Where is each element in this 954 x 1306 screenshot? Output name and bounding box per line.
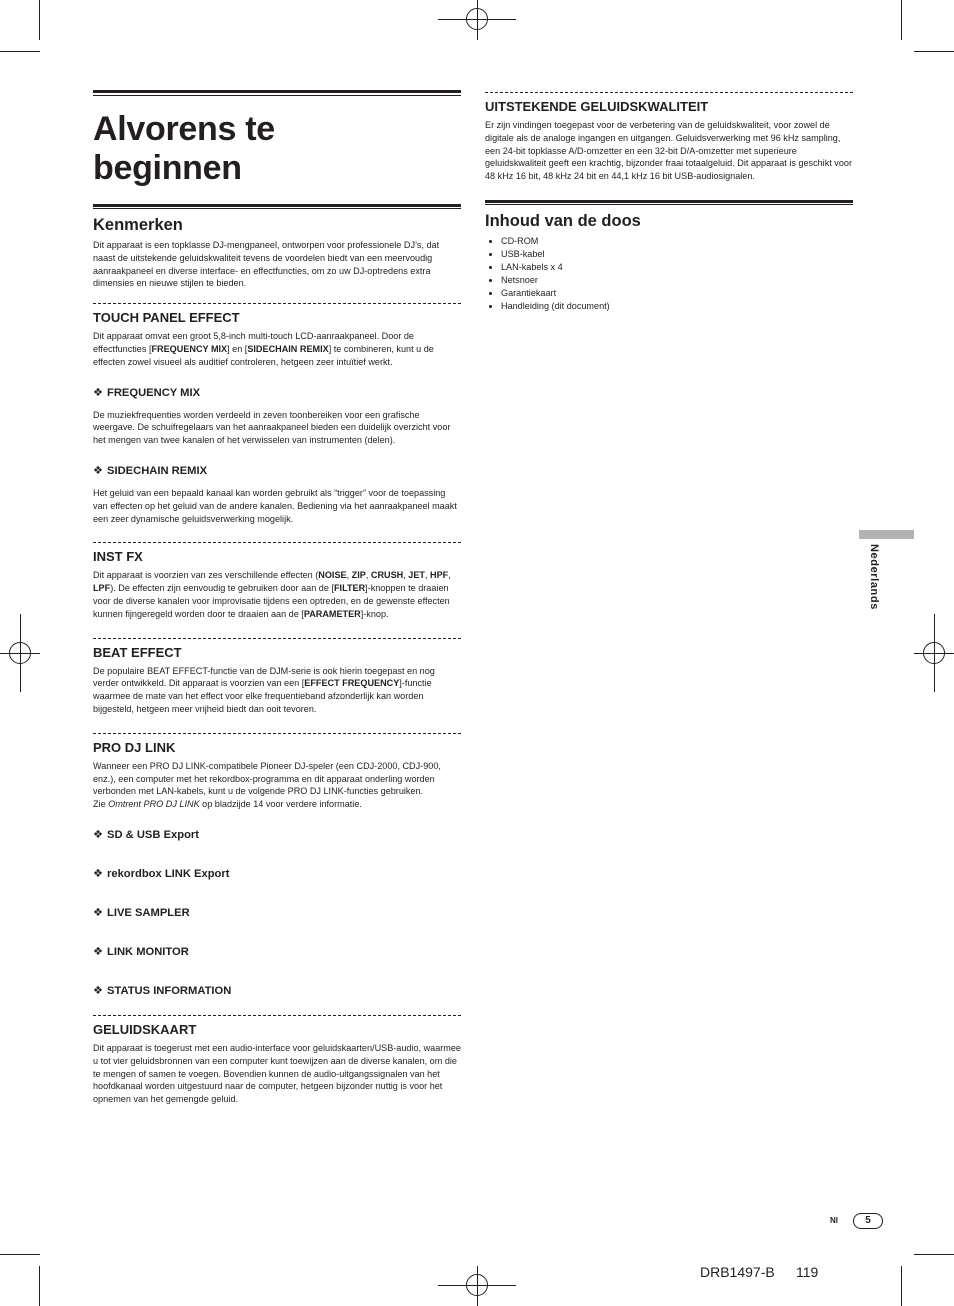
- sidechain-remix-body: Het geluid van een bepaald kanaal kan worden gebruikt als “trigger” voor de toepassing van effecten op het geluid van de andere kanalen. Bediening via het aanraakpaneel maakt een zeer dynamische geluidsverwerking mogelijk.: [93, 487, 457, 524]
- sidechain-remix-heading: ❖ SIDECHAIN REMIX: [93, 464, 208, 477]
- diamond-bullet-icon: ❖: [93, 906, 104, 919]
- pro-dj-link-body: Wanneer een PRO DJ LINK-compatibele Pioneer DJ-speler (een CDJ-2000, CDJ-900, enz.), een computer met het rekordbox-programma en dit apparaat onderling worden verbonden met LAN-kabels, kunt u de volgende PRO DJ LINK-functies gebruiken.: [93, 760, 441, 797]
- title-rule: [93, 90, 461, 96]
- diamond-bullet-icon: ❖: [93, 984, 104, 997]
- touch-panel-body: Dit apparaat omvat een groot 5,8-inch multi-touch LCD-aanraakpaneel. Door de effectfuncties [FREQUENCY MIX] en [SIDECHAIN REMIX] te combineren, kunt u de effecten zowel visueel als auditief controleren, hetgeen zeer intuïtief werkt.: [93, 331, 434, 367]
- dashed-divider: [485, 92, 853, 93]
- diamond-bullet-icon: ❖: [93, 464, 104, 477]
- page-title: Alvorens te beginnen: [93, 110, 275, 187]
- language-tab-marker: [859, 530, 914, 539]
- touch-panel-heading: TOUCH PANEL EFFECT: [93, 310, 240, 326]
- dashed-divider: [93, 733, 461, 734]
- pro-dj-link-heading: PRO DJ LINK: [93, 739, 176, 755]
- dashed-divider: [93, 542, 461, 543]
- kenmerken-body: Dit apparaat is een topklasse DJ-mengpaneel, ontworpen voor professionele DJ’s, dat naast de uitstekende geluidskwaliteit tevens de voordelen biedt van een meervoudig aanraakpaneel en diverse interface- en effectfuncties, om zo uw DJ-optredens extra dimensies en nieuwe stijlen te bieden.: [93, 240, 440, 289]
- feature-sd-usb-export: ❖ SD & USB Export: [93, 828, 199, 841]
- left-column: [93, 90, 461, 1106]
- feature-live-sampler: ❖ LIVE SAMPLER: [93, 906, 190, 919]
- language-code: Nl: [830, 1216, 838, 1225]
- pro-dj-link-reference: Zie Omtrent PRO DJ LINK op bladzijde 14 voor verdere informatie.: [93, 799, 362, 810]
- frequency-mix-body: De muziekfrequenties worden verdeeld in zeven toonbereiken voor een grafische weergave. De schuifregelaars van het aanraakpaneel bieden een duidelijk overzicht voor het mengen van twee kanalen of het verwisselen van instrumenten (delen).: [93, 409, 451, 446]
- document-page-number: 119: [796, 1264, 819, 1280]
- box-contents-list: [485, 235, 853, 312]
- geluidskwaliteit-heading: UITSTEKENDE GELUIDSKWALITEIT: [485, 99, 709, 114]
- geluidskaart-heading: GELUIDSKAART: [93, 1021, 197, 1037]
- inhoud-heading: Inhoud van de doos: [485, 211, 641, 230]
- right-column: [485, 90, 853, 312]
- diamond-bullet-icon: ❖: [93, 386, 104, 399]
- feature-rekordbox-link-export: ❖ rekordbox LINK Export: [93, 867, 230, 880]
- diamond-bullet-icon: ❖: [93, 945, 104, 958]
- frequency-mix-heading: ❖ FREQUENCY MIX: [93, 386, 201, 399]
- dashed-divider: [93, 1015, 461, 1016]
- list-item: • Handleiding (dit document): [501, 300, 853, 313]
- page-number-badge: 5: [853, 1213, 883, 1229]
- inst-fx-body: Dit apparaat is voorzien van zes verschillende effecten (NOISE, ZIP, CRUSH, JET, HPF, LPF). De effecten zijn eenvoudig te gebruiken door aan de [FILTER]-knoppen te draaien voor de diverse kanalen voor improvisatie tijdens een optreden, en de gewenste effecten kunnen fijngeregeld worden door te draaien aan de [PARAMETER]-knop.: [93, 570, 451, 619]
- inst-fx-heading: INST FX: [93, 549, 143, 565]
- list-item: • LAN-kabels x 4: [501, 261, 853, 274]
- section-rule: [93, 204, 461, 209]
- geluidskwaliteit-body: Er zijn vindingen toegepast voor de verbetering van de geluidskwaliteit, voor zowel de digitale als de analoge ingangen en uitgangen. Geluidsverwerking met 96 kHz sampling, een 24-bit topklasse A/D-omzetter en een 32-bit D/A-omzetter met superieure geluidskwaliteit geeft een krachtig, bijzonder fraai totaalgeluid. Dit apparaat is geschikt voor 48 kHz 16 bit, 48 kHz 24 bit en 44,1 kHz 16 bit USB-audiosignalen.: [485, 120, 852, 182]
- list-item: • USB-kabel: [501, 248, 853, 261]
- beat-effect-heading: BEAT EFFECT: [93, 644, 182, 660]
- geluidskaart-body: Dit apparaat is toegerust met een audio-interface voor geluidskaarten/USB-audio, waarmee u tot vier geluidsbronnen van een computer kunt toewijzen aan de diverse kanalen, om die te mengen of samen te voegen. Bovendien kunnen de audio-uitgangssignalen van het hoofdkanaal worden uitgestuurd naar de computer, hetgeen bijzonder nuttig is voor het opnemen van het gemengde geluid.: [93, 1042, 461, 1105]
- beat-effect-body: De populaire BEAT EFFECT-functie van de DJM-serie is ook hierin toegepast en nog verder ontwikkeld. Dit apparaat is voorzien van een [EFFECT FREQUENCY]-functie waarmee de mate van het effect voor elke frequentieband afzonderlijk kan worden bijgesteld, hetgeen meer vrijheid biedt dan ooit tevoren.: [93, 665, 435, 714]
- list-item: • Netsnoer: [501, 274, 853, 287]
- feature-status-information: ❖ STATUS INFORMATION: [93, 984, 232, 997]
- diamond-bullet-icon: ❖: [93, 867, 104, 880]
- language-tab-label: Nederlands: [868, 544, 880, 610]
- list-item: • CD-ROM: [501, 235, 853, 248]
- section-rule: [485, 200, 853, 205]
- dashed-divider: [93, 303, 461, 304]
- kenmerken-heading: Kenmerken: [93, 216, 183, 234]
- diamond-bullet-icon: ❖: [93, 828, 104, 841]
- feature-link-monitor: ❖ LINK MONITOR: [93, 945, 189, 958]
- document-code: DRB1497-B: [700, 1264, 775, 1280]
- dashed-divider: [93, 638, 461, 639]
- list-item: • Garantiekaart: [501, 287, 853, 300]
